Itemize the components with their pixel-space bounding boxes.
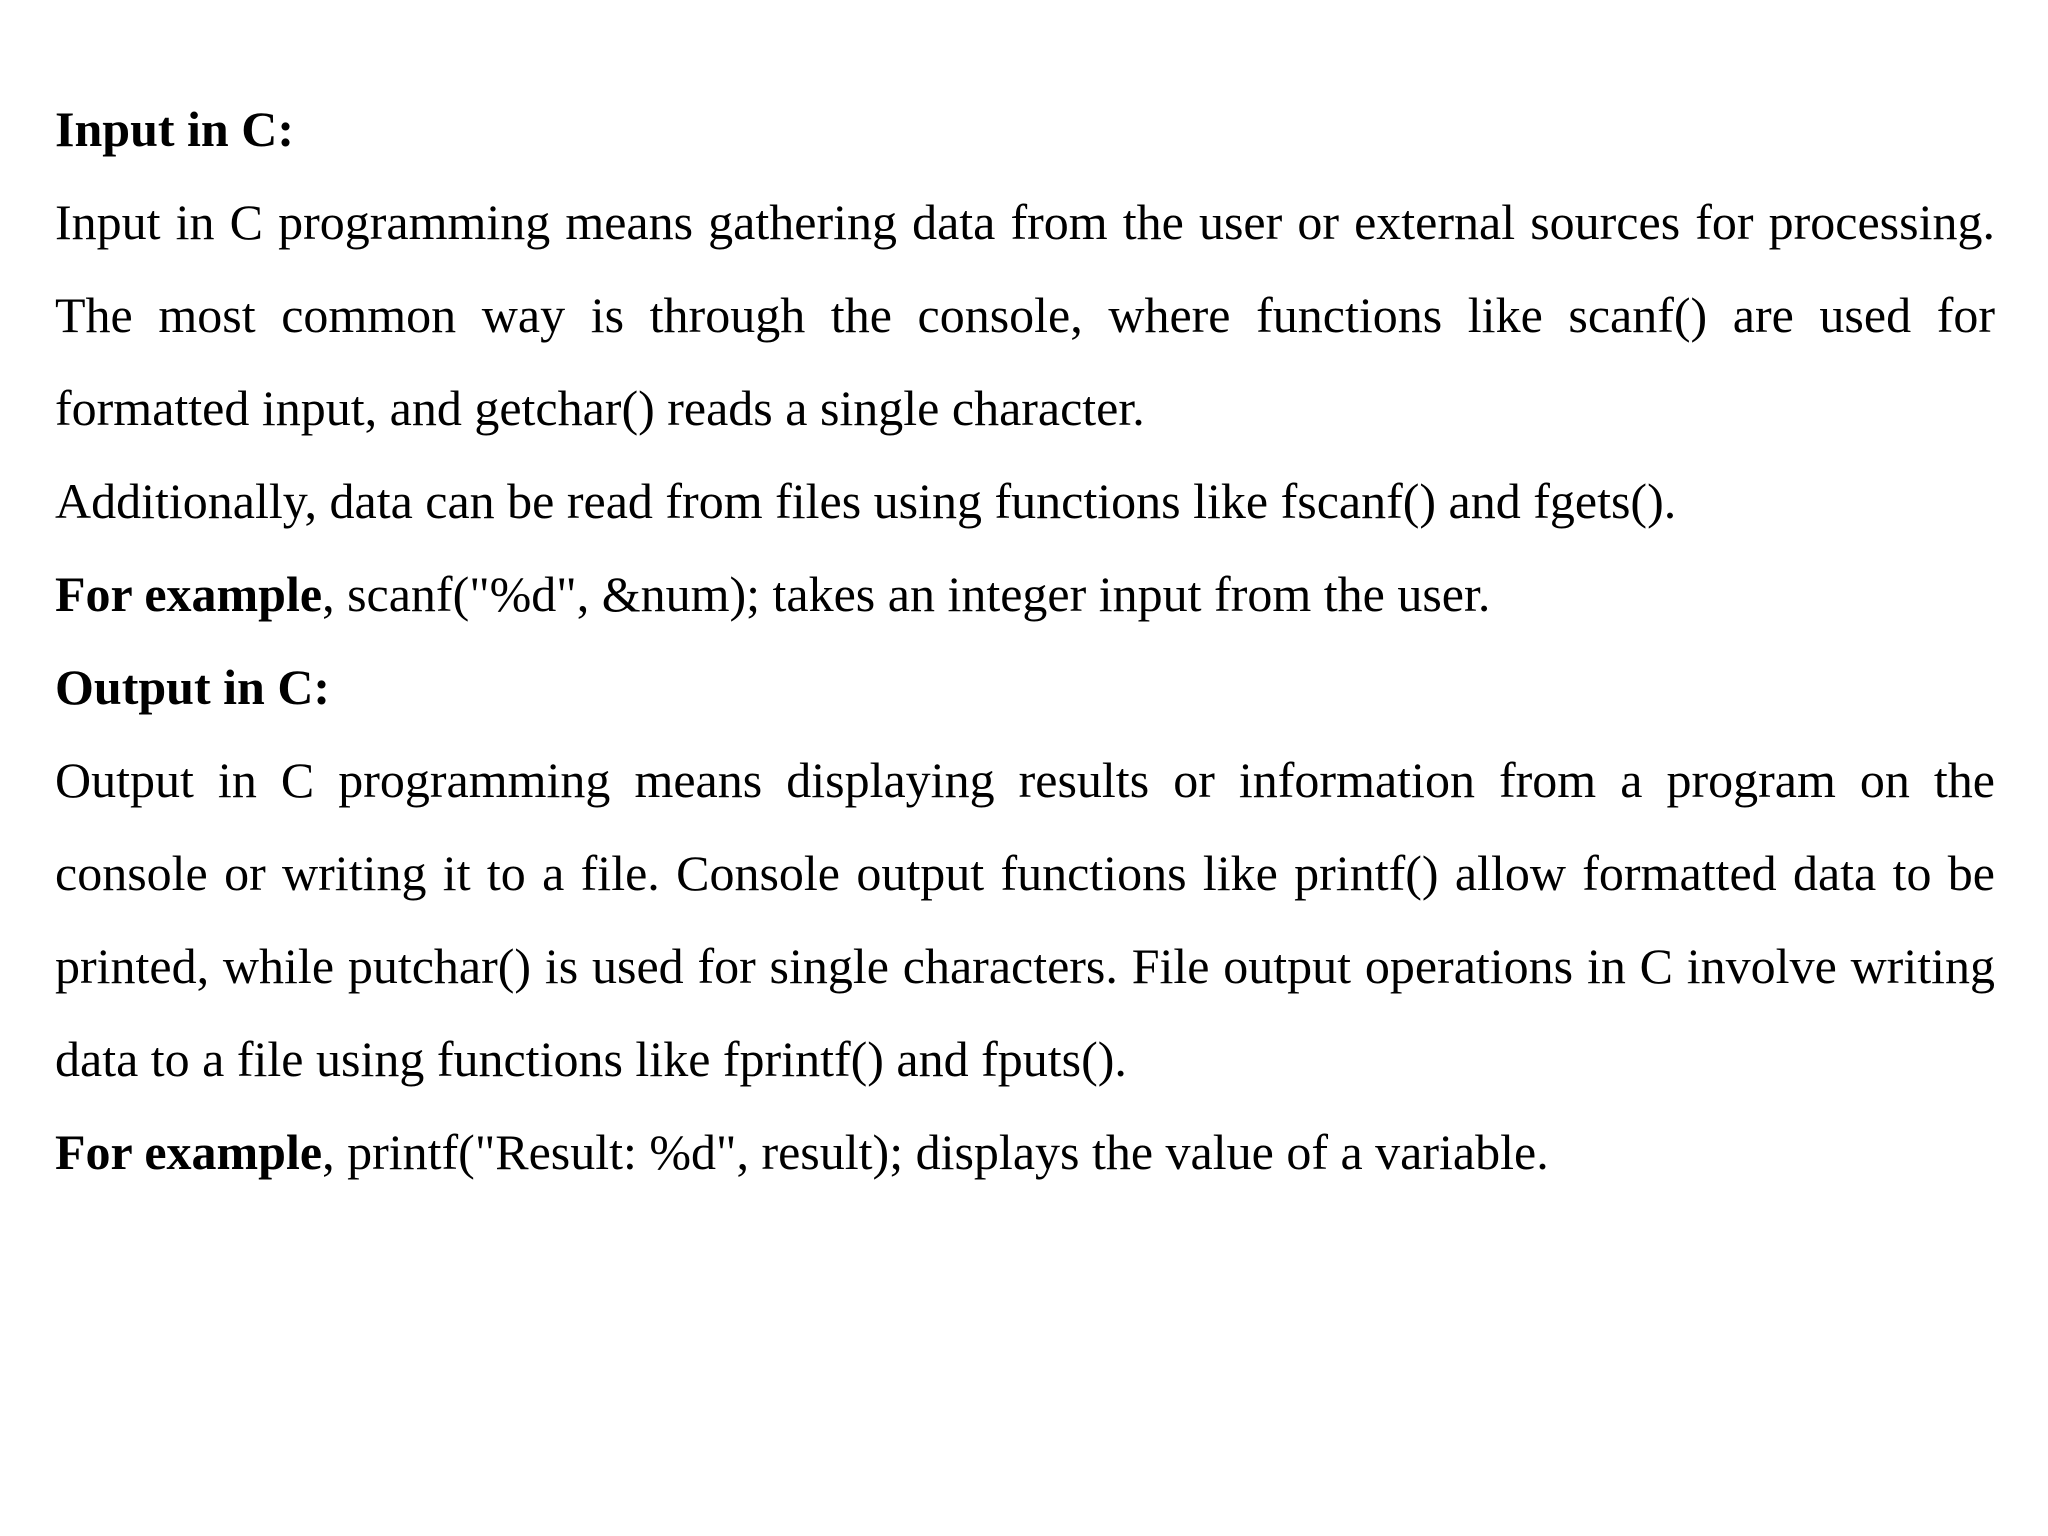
input-example: [55, 548, 1995, 641]
output-heading: Output in C:: [55, 659, 331, 715]
input-example-label: For example: [55, 566, 323, 622]
input-additional-text: Additionally, data can be read from files using functions like fscanf() and fgets().: [55, 473, 1677, 529]
output-example-label: For example: [55, 1124, 323, 1180]
output-example: [55, 1106, 1995, 1199]
output-paragraph: Output in C programming means displaying results or information from a program on the console or writing it to a file. Console output functions like printf() allow formatted data to be printed, while putchar() is used for single characters. File output operations in C involve writing data to a file using functions like fprintf() and fputs().: [55, 752, 1995, 1087]
input-example-text: , scanf("%d", &num); takes an integer input from the user.: [322, 566, 1491, 622]
output-example-text: , printf("Result: %d", result); displays the value of a variable.: [322, 1124, 1549, 1180]
input-paragraph: Input in C programming means gathering data from the user or external sources for processing. The most common way is through the console, where functions like scanf() are used for formatted input, and getchar() reads a single character.: [55, 194, 1995, 436]
input-heading: Input in C:: [55, 101, 294, 157]
document-body: [55, 83, 1995, 1199]
